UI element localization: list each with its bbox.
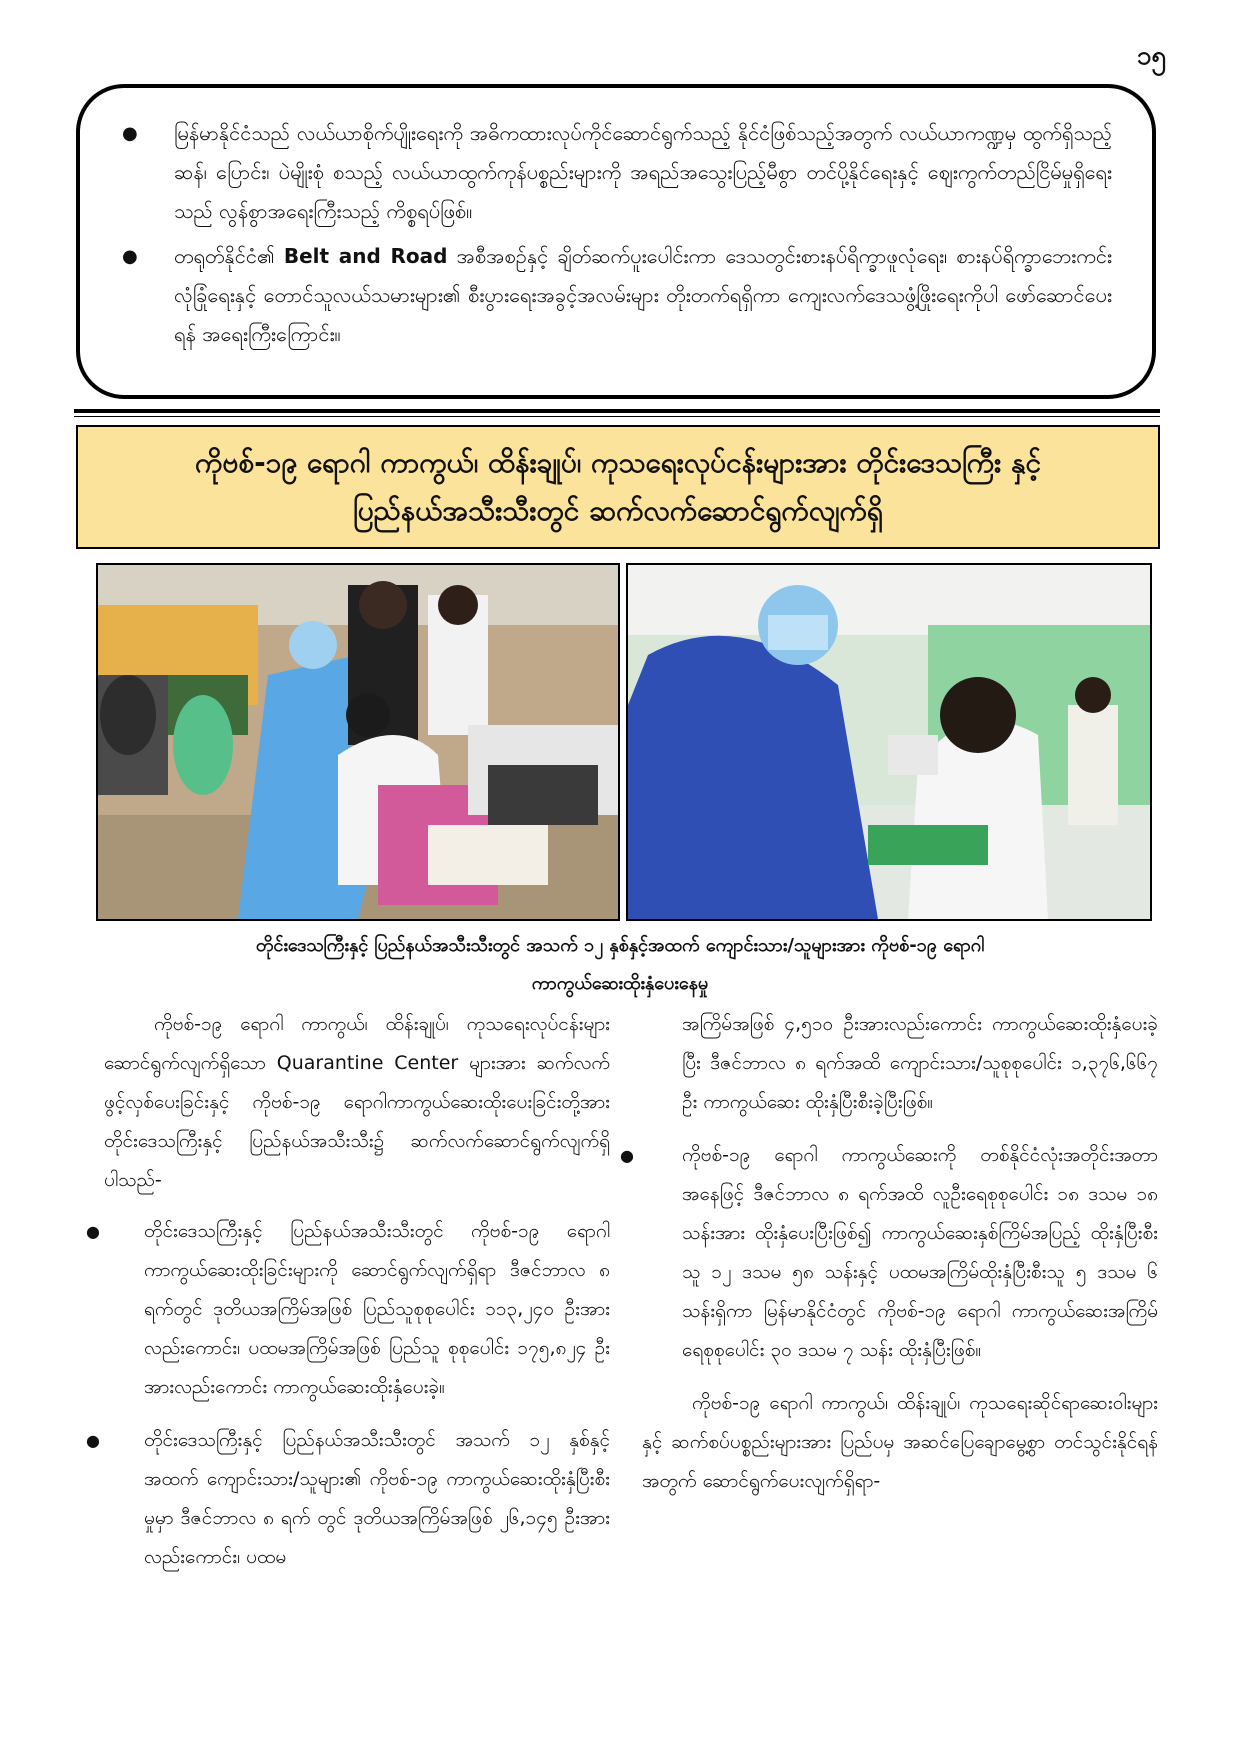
summary-bullet-2-pre: တရုတ်နိုင်ငံ၏	[174, 244, 284, 268]
headline-box	[76, 425, 1160, 549]
intro-paragraph: ကိုဗစ်-၁၉ ရောဂါ ကာကွယ်၊ ထိန်းချုပ်၊ ကုသရေးလုပ်ငန်းများ ဆောင်ရွက်လျက်ရှိသော Quarantine Center များအား ဆက်လက်ဖွင့်လှစ်ပေးခြင်းနှင့် ကိုဗစ်-၁၉ ရောဂါကာကွယ်ဆေးထိုးပေးခြင်းတို့အား တိုင်းဒေသကြီးနှင့် ပြည်နယ်အသီးသီး၌ ဆက်လက်ဆောင်ရွက်လျက်ရှိပါသည်-	[104, 1013, 610, 1191]
caption-line-1: တိုင်းဒေသကြီးနှင့် ပြည်နယ်အသီးသီးတွင် အသက် ၁၂ နှစ်နှင့်အထက် ကျောင်းသား/သူများအား ကိုဗစ်-၁၉ ရောဂါ	[255, 935, 985, 956]
summary-bullet-2-post: အစီအစဉ်နှင့် ချိတ်ဆက်ပူးပေါင်းကာ ဒေသတွင်းစားနပ်ရိက္ခာဖူလုံရေး၊ စားနပ်ရိက္ခာဘေးကင်းလုံခြုံရေးနှင့် တောင်သူလယ်သမားများ၏ စီးပွားရေးအခွင့်အလမ်းများ တိုးတက်ရရှိကာ ကျေးလက်ဒေသဖွံ့ဖြိုးရေးကိုပါ ဖော်ဆောင်ပေးရန် အရေးကြီးကြောင်း။	[174, 244, 1113, 346]
left-bullet-1: ● တိုင်းဒေသကြီးနှင့် ပြည်နယ်အသီးသီးတွင် ကိုဗစ်-၁၉ ရောဂါ ကာကွယ်ဆေးထိုးခြင်းများကို ဆောင်ရွက်လျက်ရှိရာ ဒီဇင်ဘာလ ၈ ရက်တွင် ဒုတိယအကြိမ်အဖြစ် ပြည်သူစုစုပေါင်း ၁၁၃,၂၄၀ ဦးအားလည်းကောင်း၊ ပထမအကြိမ်အဖြစ် ပြည်သူ စုစုပေါင်း ၁၇၅,၈၂၄ ဦးအားလည်းကောင်း ကာကွယ်ဆေးထိုးနှံပေးခဲ့။	[104, 1212, 610, 1407]
section-divider-thick	[74, 409, 1160, 413]
closing-paragraph: ကိုဗစ်-၁၉ ရောဂါ ကာကွယ်၊ ထိန်းချုပ်၊ ကုသရေးဆိုင်ရာဆေးဝါးများနှင့် ဆက်စပ်ပစ္စည်းများအား ပြည်ပမှ အဆင်ပြေချောမွေ့စွာ တင်သွင်းနိုင်ရန်အတွက် ဆောင်ရွက်ပေးလျက်ရှိရာ-	[642, 1392, 1158, 1492]
summary-bullet-2	[116, 237, 1112, 354]
right-column	[642, 1005, 1158, 1513]
photo-caption	[120, 927, 1120, 1003]
right-bullet: ● ကိုဗစ်-၁၉ ရောဂါ ကာကွယ်ဆေးကို တစ်နိုင်ငံလုံးအတိုင်းအတာအနေဖြင့် ဒီဇင်ဘာလ ၈ ရက်အထိ လူဦးရေစုစုပေါင်း ၁၈ ဒသမ ၁၈ သန်းအား ထိုးနှံပေးပြီးဖြစ်၍ ကာကွယ်ဆေးနှစ်ကြိမ်အပြည့် ထိုးနှံပြီးစီးသူ ၁၂ ဒသမ ၅၈ သန်းနှင့် ပထမအကြိမ်ထိုးနှံပြီးစီးသူ ၅ ဒသမ ၆ သန်းရှိကာ မြန်မာနိုင်ငံတွင် ကိုဗစ်-၁၉ ရောဂါ ကာကွယ်ဆေးအကြိမ်ရေစုစုပေါင်း ၃၀ ဒသမ ၇ သန်း ထိုးနှံပြီးဖြစ်။	[642, 1136, 1158, 1370]
headline-line-2: ပြည်နယ်အသီးသီးတွင် ဆက်လက်ဆောင်ရွက်လျက်ရှိ	[353, 494, 883, 527]
page-number: ၁၅	[1136, 41, 1166, 71]
left-column	[104, 1005, 610, 1591]
left-bullet-2: ● တိုင်းဒေသကြီးနှင့် ပြည်နယ်အသီးသီးတွင် အသက် ၁၂ နှစ်နှင့်အထက် ကျောင်းသား/သူများ၏ ကိုဗစ်-၁၉ ကာကွယ်ဆေးထိုးနှံပြီးစီးမှုမှာ ဒီဇင်ဘာလ ၈ ရက် တွင် ဒုတိယအကြိမ်အဖြစ် ၂၆,၁၄၅ ဦးအားလည်းကောင်း၊ ပထမ	[104, 1421, 610, 1577]
caption-line-2: ကာကွယ်ဆေးထိုးနှံပေးနေမှု	[531, 973, 709, 994]
headline-line-1: ကိုဗစ်-၁၉ ရောဂါ ကာကွယ်၊ ထိန်းချုပ်၊ ကုသရေးလုပ်ငန်းများအား တိုင်းဒေသကြီး နှင့်	[194, 446, 1042, 479]
vaccination-photo-left	[96, 563, 620, 921]
vaccination-photo-right	[626, 563, 1152, 921]
section-divider-thin	[74, 416, 1160, 417]
continuation-paragraph: အကြိမ်အဖြစ် ၄,၅၁၀ ဦးအားလည်းကောင်း ကာကွယ်ဆေးထိုးနှံပေးခဲ့ပြီး ဒီဇင်ဘာလ ၈ ရက်အထိ ကျောင်းသား/သူစုစုပေါင်း ၁,၃၇၆,၆၆၇ ဦး ကာကွယ်ဆေး ထိုးနှံပြီးစီးခဲ့ပြီးဖြစ်။	[682, 1013, 1158, 1113]
summary-bullet-1: ● မြန်မာနိုင်ငံသည် လယ်ယာစိုက်ပျိုးရေးကို အဓိကထားလုပ်ကိုင်ဆောင်ရွက်သည့် နိုင်ငံဖြစ်သည့်အတွက် လယ်ယာကဏ္ဍမှ ထွက်ရှိသည့် ဆန်၊ ပြောင်း၊ ပဲမျိုးစုံ စသည့် လယ်ယာထွက်ကုန်ပစ္စည်းများကို အရည်အသွေးပြည့်မီစွာ တင်ပို့နိုင်ရေးနှင့် ဈေးကွက်တည်ငြိမ်မှုရှိရေးသည် လွန်စွာအရေးကြီးသည့် ကိစ္စရပ်ဖြစ်။	[116, 114, 1112, 231]
summary-box	[76, 84, 1156, 399]
belt-and-road-term: Belt and Road	[283, 244, 448, 268]
